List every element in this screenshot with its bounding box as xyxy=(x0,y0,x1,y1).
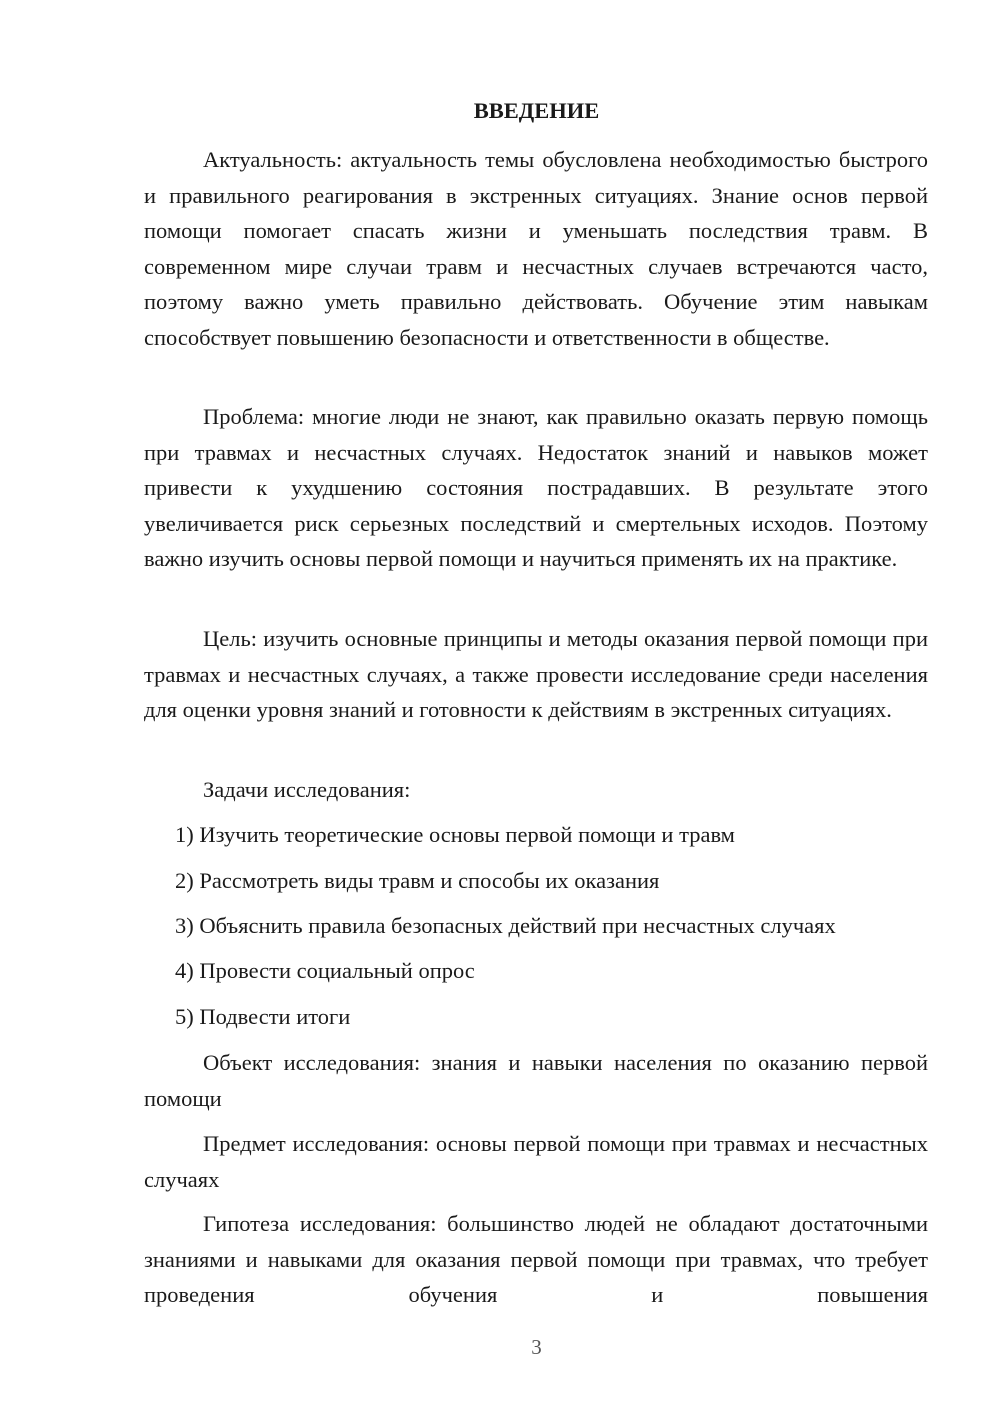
paragraph-hypothesis: Гипотеза исследования: большинство людей не обладают достаточными знаниями и навыками для оказания первой помощи при травмах, что требует проведения обучения и повышения xyxy=(144,1211,928,1307)
task-item-3: 3) Объяснить правила безопасных действий при несчастных случаях xyxy=(175,913,836,938)
paragraph-relevance: Актуальность: актуальность темы обусловлена необходимостью быстрого и правильного реагирования в экстренных ситуациях. Знание основ первой помощи помогает спасать жизни и уменьшать последствия травм. В современном мире случаи травм и несчастных случаев встречаются часто, поэтому важно уметь правильно действовать. Обучение этим навыкам способствует повышению безопасности и ответственности в обществе. xyxy=(144,147,928,350)
paragraph-subject: Предмет исследования: основы первой помощи при травмах и несчастных случаях xyxy=(144,1131,928,1192)
paragraph-problem: Проблема: многие люди не знают, как правильно оказать первую помощь при травмах и несчастных случаях. Недостаток знаний и навыков может привести к ухудшению состояния пострадавших. В результате этого увеличивается риск серьезных последствий и смертельных исходов. Поэтому важно изучить основы первой помощи и научиться применять их на практике. xyxy=(144,404,928,571)
task-item-5: 5) Подвести итоги xyxy=(175,1004,351,1029)
paragraph-object: Объект исследования: знания и навыки населения по оказанию первой помощи xyxy=(144,1050,928,1111)
task-item-4: 4) Провести социальный опрос xyxy=(175,958,475,983)
task-item-2: 2) Рассмотреть виды травм и способы их оказания xyxy=(175,868,660,893)
page-title: ВВЕДЕНИЕ xyxy=(473,98,600,123)
tasks-heading: Задачи исследования: xyxy=(203,777,411,802)
page-number: 3 xyxy=(531,1335,542,1359)
task-item-1: 1) Изучить теоретические основы первой помощи и травм xyxy=(175,822,735,847)
paragraph-goal: Цель: изучить основные принципы и методы оказания первой помощи при травмах и несчастных случаях, а также провести исследование среди населения для оценки уровня знаний и готовности к действиям в экстренных ситуациях. xyxy=(144,626,928,722)
